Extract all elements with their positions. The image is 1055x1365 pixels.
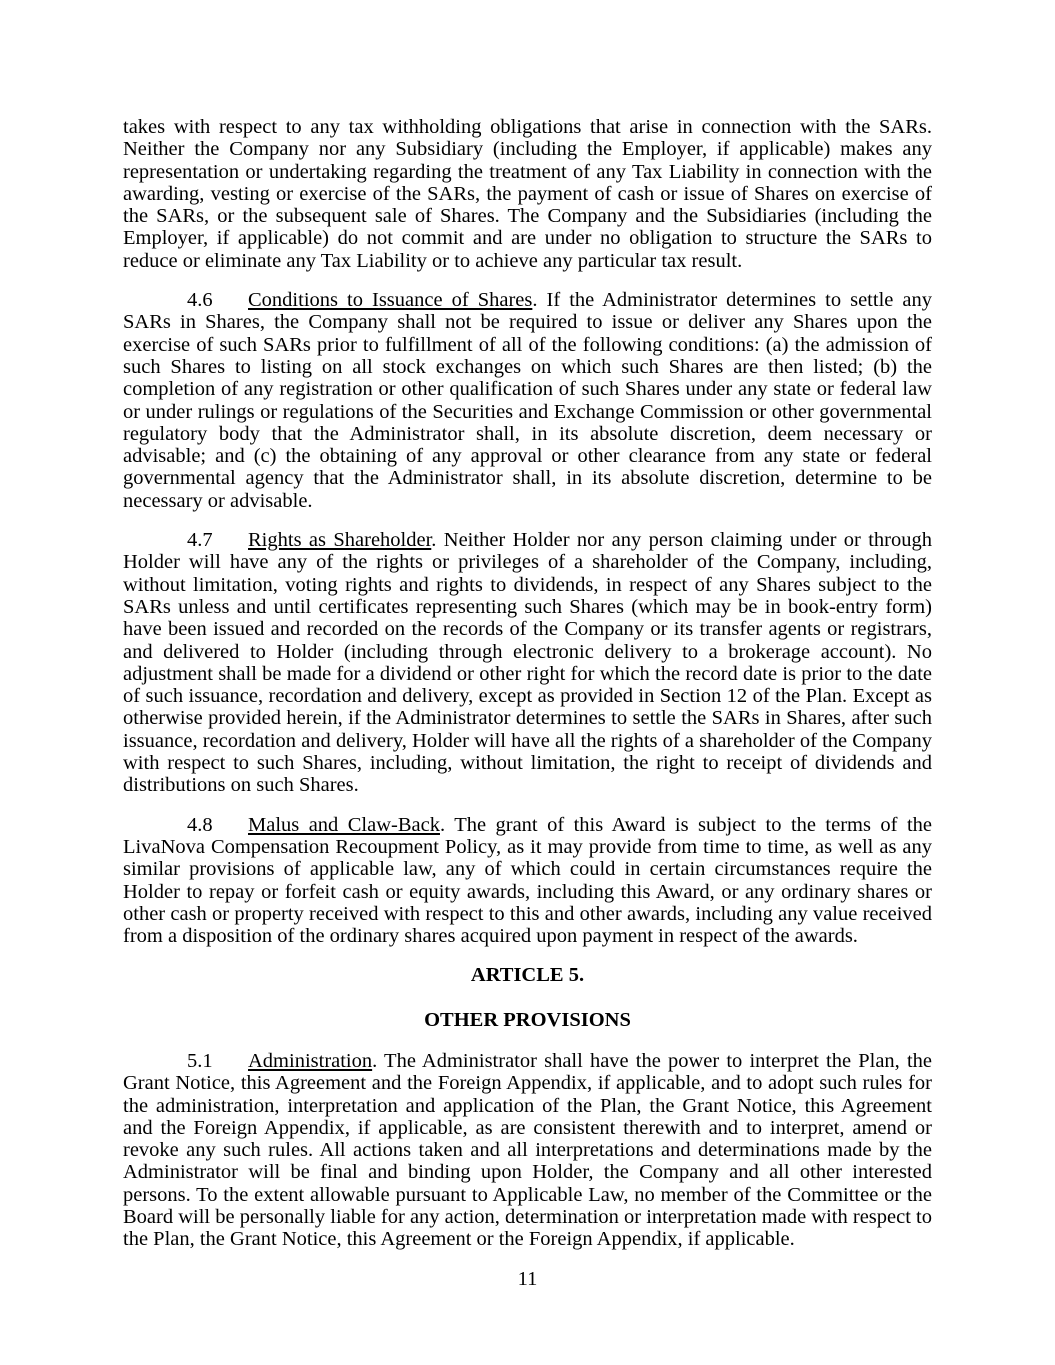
section-number: 5.1 bbox=[187, 1049, 213, 1072]
section-number: 4.8 bbox=[187, 813, 213, 836]
section-number: 4.6 bbox=[187, 289, 213, 312]
section-4-7-paragraph bbox=[123, 529, 932, 797]
other-provisions-heading: OTHER PROVISIONS bbox=[424, 1008, 631, 1031]
section-heading: Conditions to Issuance of Shares bbox=[248, 289, 533, 312]
section-body: . The grant of this Award is subject to the terms of the LivaNova Compensation Recoupment Policy, as it may provide from time to time, as well as any similar provisions of applicable law, any of which could in certain circumstances require the Holder to repay or forfeit cash or equity awards, including this Award, or any ordinary shares or other cash or property received with respect to this and other awards, including any value received from a disposition of the ordinary shares acquired upon payment in respect of the awards. bbox=[123, 813, 933, 948]
section-5-1-paragraph bbox=[123, 1050, 932, 1251]
section-body: . If the Administrator determines to settle any SARs in Shares, the Company shall not be required to issue or deliver any Shares upon the exercise of such SARs prior to fulfillment of all of the following conditions: (a) the admission of such Shares to listing on all stock exchanges on which such Shares are then listed; (b) the completion of any registration or other qualification of such Shares under any state or federal law or under rulings or regulations of the Securities and Exchange Commission or other governmental regulatory body that the Administrator shall, in its absolute discretion, deem necessary or advisable; and (c) the obtaining of any approval or other clearance from any state or federal governmental agency that the Administrator shall, in its absolute discretion, determine to be necessary or advisable. bbox=[123, 289, 932, 512]
page-number: 11 bbox=[517, 1267, 538, 1290]
section-body: . Neither Holder nor any person claiming under or through Holder will have any of the rights or privileges of a shareholder of the Company, including, without limitation, voting rights and rights to dividends, in respect of any Shares subject to the SARs unless and until certificates representing such Shares (which may be in book-entry form) have been issued and recorded on the records of the Company or its transfer agents or registrars, and delivered to Holder (including through electronic delivery to a brokerage account). No adjustment shall be made for a dividend or other right for which the record date is prior to the date of such issuance, recordation and delivery, except as provided in Section 12 of the Plan. Except as otherwise provided herein, if the Administrator determines to settle the SARs in Shares, after such issuance, recordation and delivery, Holder will have all the rights of a shareholder of the Company with respect to such Shares, including, without limitation, the right to receipt of dividends and distributions on such Shares. bbox=[123, 529, 932, 797]
section-4-8-paragraph bbox=[123, 814, 932, 948]
section-heading: Rights as Shareholder bbox=[248, 529, 432, 552]
section-heading: Administration bbox=[248, 1049, 373, 1072]
article-5-heading: ARTICLE 5. bbox=[470, 964, 585, 987]
section-body: . The Administrator shall have the power to interpret the Plan, the Grant Notice, this Agreement and the Foreign Appendix, if applicable, and to adopt such rules for the administration, interpretation and application of the Plan, the Grant Notice, this Agreement and the Foreign Appendix, if applicable, as are consistent therewith and to interpret, amend or revoke any such rules. All actions taken and all interpretations and determinations made by the Administrator will be final and binding upon Holder, the Company and all other interested persons. To the extent allowable pursuant to Applicable Law, no member of the Committee or the Board will be personally liable for any action, determination or interpretation made with respect to the Plan, the Grant Notice, this Agreement or the Foreign Appendix, if applicable. bbox=[123, 1049, 932, 1251]
section-heading: Malus and Claw-Back bbox=[248, 813, 440, 836]
section-number: 4.7 bbox=[187, 529, 213, 552]
section-4-6-paragraph bbox=[123, 289, 932, 512]
continuation-paragraph: takes with respect to any tax withholding obligations that arise in connection with the SARs. Neither the Company nor any Subsidiary (including the Employer, if applicable) makes any representation or undertaking regarding the treatment of any Tax Liability in connection with the awarding, vesting or exercise of the SARs, the payment of cash or issue of Shares on exercise of the SARs, or the subsequent sale of Shares. The Company and the Subsidiaries (including the Employer, if applicable) do not commit and are under no obligation to structure the SARs to reduce or eliminate any Tax Liability or to achieve any particular tax result. bbox=[123, 116, 932, 272]
